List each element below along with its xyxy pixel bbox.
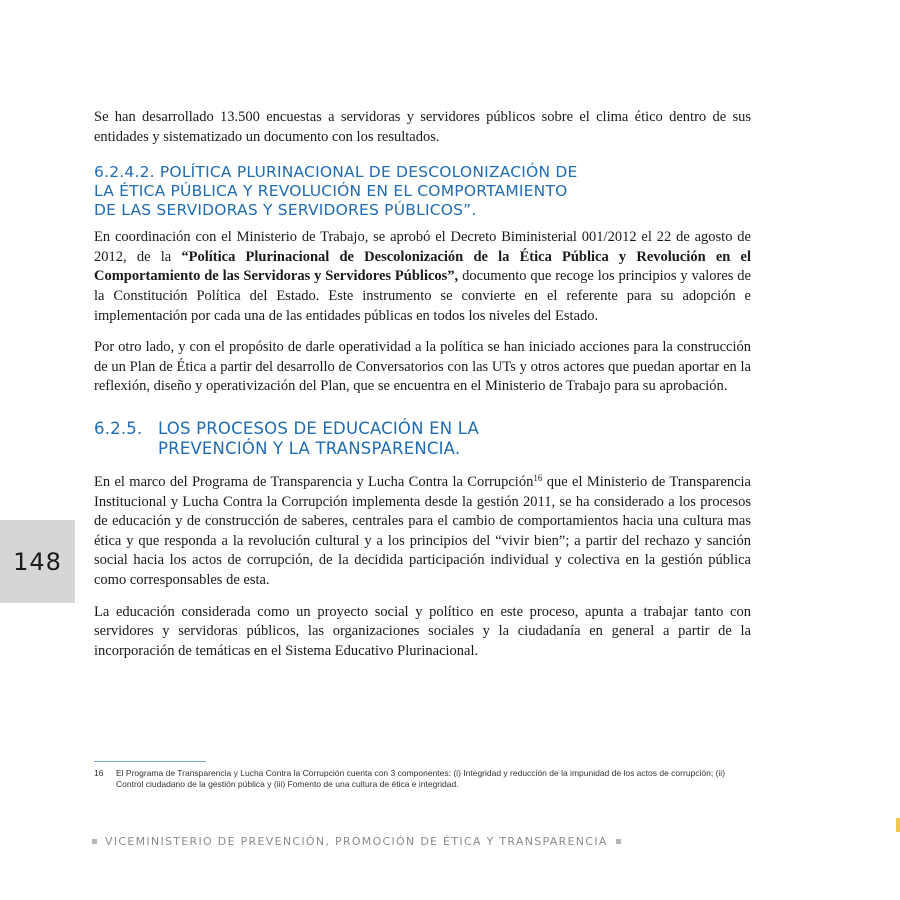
intro-paragraph: Se han desarrollado 13.500 encuestas a servidoras y servidores públicos sobre el clima ético dentro de sus entidades y sistematizado un documento con los resultados. <box>94 109 751 145</box>
edge-marker <box>896 818 900 832</box>
paragraph-text: que el Ministerio de Transparencia Institucional y Lucha Contra la Corrupción implementa desde la gestión 2011, se ha considerado a los procesos de educación y de construcción de saberes, centrales para el cambio de comportamientos hacia una cultura mas ética y que responda a la revolución cultural y a los principios del “vivir bien”; a partir del rechazo y sanción social hacia los actos de corrupción, de la decidida participación individual y colectiva en la gestión pública como corresponsables de esta. <box>94 473 751 588</box>
paragraph-text: documento que recoge los principios y valores de la Constitución Política del Estado. Este instrumento se convierte en el referente para su adopción e implementación por cada una de las entidades públicas en todos los niveles del Estado. <box>94 268 751 324</box>
section-2-paragraph-1 <box>94 473 751 591</box>
page-number: 148 <box>13 547 62 576</box>
paragraph-text: En coordinación con el Ministerio de Trabajo, se aprobó el Decreto Biministerial 001/2012 el 22 de agosto de 2012, de la <box>94 229 751 265</box>
page-content <box>94 108 751 661</box>
footnote-divider <box>94 761 206 762</box>
bullet-square-icon <box>616 839 621 844</box>
footnote-number: 16 <box>94 768 104 778</box>
bullet-square-icon <box>92 839 97 844</box>
footnote-reference[interactable]: 16 <box>533 472 543 483</box>
paragraph-text: En el marco del Programa de Transparencia y Lucha Contra la Corrupción <box>94 473 534 490</box>
page-number-box <box>0 520 75 603</box>
section-1-paragraph-2: Por otro lado, y con el propósito de darle operatividad a la política se han iniciado acciones para la construcción de un Plan de Ética a partir del desarrollo de Conversatorios con las UTs y otros actores que puedan aportar en la reflexión, diseño y operativización del Plan, que se encuentra en el Ministerio de Trabajo para su aprobación. <box>94 339 751 395</box>
section-heading-6-2-4-2 <box>94 163 751 220</box>
heading-line-2: PREVENCIÓN Y LA TRANSPARENCIA. <box>158 438 461 458</box>
section-heading-6-2-5 <box>94 419 751 459</box>
running-footer-text: VICEMINISTERIO DE PREVENCIÓN, PROMOCIÓN DE ÉTICA Y TRANSPARENCIA <box>105 835 608 848</box>
heading-line-3: DE LAS SERVIDORAS Y SERVIDORES PÚBLICOS”. <box>94 201 477 220</box>
policy-name-bold: “Política Plurinacional de Descolonización de la Ética Pública y Revolución en el Comportamiento de las Servidoras y Servidores Públicos”, <box>94 248 751 285</box>
heading-line-1: LOS PROCESOS DE EDUCACIÓN EN LA <box>158 418 479 438</box>
heading-line-2: LA ÉTICA PÚBLICA Y REVOLUCIÓN EN EL COMPORTAMIENTO <box>94 182 568 201</box>
section-number: 6.2.5. <box>94 418 143 438</box>
heading-line-1: 6.2.4.2. POLÍTICA PLURINACIONAL DE DESCOLONIZACIÓN DE <box>94 163 578 182</box>
section-1-paragraph-1 <box>94 228 751 326</box>
section-2-paragraph-2: La educación considerada como un proyecto social y político en este proceso, apunta a trabajar tanto con servidores y servidoras públicos, las organizaciones sociales y la ciudadanía en general a partir de la incorporación de temáticas en el Sistema Educativo Plurinacional. <box>94 603 751 659</box>
footnote <box>94 768 751 789</box>
footnote-text: El Programa de Transparencia y Lucha Contra la Corrupción cuenta con 3 componentes: (i) Integridad y reducción de la impunidad de los actos de corrupción; (ii) Control ciudadano de la gestión pública y (iii) Fomento de una cultura de ética e integridad. <box>116 768 726 789</box>
section-title <box>158 419 479 459</box>
running-footer <box>92 835 621 848</box>
